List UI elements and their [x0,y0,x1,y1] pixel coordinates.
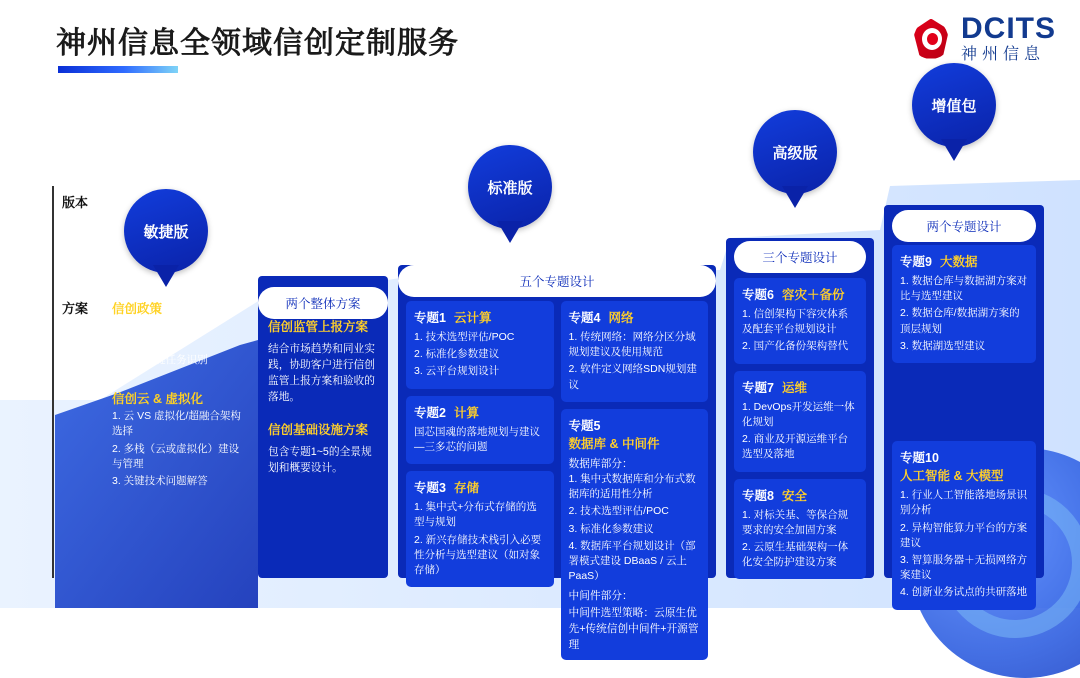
list-item: 1. 集中式+分布式存储的选型与规划 [414,501,537,529]
topic-7-no: 专题7 [742,380,774,395]
cap-two-topics: 两个专题设计 [892,210,1036,242]
axis-divider [52,186,54,578]
topic-6-items [742,307,858,355]
list-item: 3. 云平台规划设计 [414,365,500,378]
list-item: 1. 对标关基、等保合规要求的安全加固方案 [742,508,849,536]
topic-card-1[interactable] [406,301,554,389]
list-item: 1. 技术选型评估/POC [414,331,515,343]
topic-9-items [900,274,1028,354]
topic-9-no: 专题9 [900,255,932,269]
list-item: 1. DevOps开发运维一体化规划 [742,400,855,428]
pin-senior[interactable]: 高级版 [753,110,837,194]
list-item: 4. 创新业务试点的共研落地 [900,586,1028,599]
topic-4-name: 网络 [608,311,634,325]
topic-3-items [414,500,546,578]
topic-5-name: 数据库 & 中间件 [568,436,660,451]
dcits-logo-icon [909,15,953,63]
agile-section1-heading: 信创政策 [112,302,163,316]
pin-standard[interactable]: 标准版 [468,145,552,229]
list-item: 2. 新兴存储技术栈引入必要性分析与选型建议（如对象存储） [414,533,542,576]
topic-5-sub2: 中间件部分： [568,590,633,603]
list-item: 3. 智算服务器＋无损网络方案建议 [900,553,1028,582]
column-senior [726,238,874,578]
topic-8-name: 安全 [781,488,807,503]
list-item: 3. 数据湖选型建议 [900,339,986,352]
topic-1-items [414,330,546,380]
topic-card-2[interactable] [406,396,554,464]
topic-card-5[interactable] [561,409,709,660]
cap-five-topics: 五个专题设计 [398,265,716,297]
topic-10-items [900,488,1028,601]
topic-card-3[interactable] [406,471,554,587]
topic-card-7[interactable] [734,371,866,472]
list-item: 1. 传统网络：网络分区分域规划建议及使用规范 [568,331,696,359]
topic-4-items [569,330,701,393]
list-item: 2. 商业及开源运维平台选型及落地 [742,433,849,461]
list-item: 1. 数据仓库与数据湖方案对比与选型建议 [900,275,1028,303]
topic-6-name: 容灾＋备份 [781,288,845,302]
logo-text-en: DCITS [961,12,1056,45]
topic-2-items [414,425,546,455]
axis-label-version: 版本 [62,195,89,210]
topic-8-items [742,508,858,571]
pin-plus[interactable]: 增值包 [912,63,996,147]
list-item: 1. 政策解读 [112,319,166,332]
agile-section1-items [112,319,244,369]
topic-card-6[interactable] [734,278,866,364]
topic-3-no: 专题3 [414,481,446,496]
standard-plan2-text: 包含专题1~5的全景规划和概要设计。 [268,445,372,474]
list-item: 1. 云 VS 虚拟化/超融合架构选择 [112,410,241,438]
topic-6-no: 专题6 [742,288,774,302]
agile-section2-items [112,409,244,489]
topic-5-sub2-text: 中间件选型策略：云原生优先+传统信创中间件+开源管理 [568,606,699,651]
list-item: 1. 集中式数据库和分布式数据库的适用性分析 [568,472,696,501]
topic-7-items [742,400,858,463]
topic-10-no: 专题10 [900,451,939,466]
topic-7-name: 运维 [781,380,807,395]
list-item: 2. 标准化参数建议 [414,348,500,361]
list-item: 2. 国产化备份架构替代 [742,340,849,353]
topic-4-no: 专题4 [568,311,601,325]
topic-card-8[interactable] [734,479,866,580]
topic-5-items [569,472,701,585]
cap-two-overall-plans: 两个整体方案 [258,287,388,319]
standard-plan1-text: 结合市场趋势和同业实践，协助客户进行信创监管上报方案和验收的落地。 [268,342,375,403]
list-item: 2. 多栈（云或虚拟化）建设与管理 [112,442,240,470]
topic-card-4[interactable] [561,301,709,402]
topic-10-name: 人工智能 & 大模型 [900,469,1004,484]
list-item: 2. 异构智能算力平台的方案建议 [900,521,1028,549]
topic-2-name: 计算 [453,405,479,420]
column-standard-topics [398,265,716,651]
standard-plan1-heading: 信创监管上报方案 [268,320,369,334]
list-item: 1. 行业人工智能落地场景识别分析 [900,489,1028,517]
topic-8-no: 专题8 [742,488,774,503]
list-item: 2. 同业分享 [112,336,166,349]
cap-three-topics: 三个专题设计 [734,241,866,273]
column-agile-content [112,300,244,491]
list-item: 3. 关键技术问题解答 [112,475,208,488]
column-standard-plans [258,276,388,578]
topic-5-sub1: 数据库部分： [568,457,633,470]
topic-1-no: 专题1 [414,311,446,325]
list-item: 2. 云原生基础架构一体化安全防护建设方案 [742,540,849,569]
logo-text-cn: 神州信息 [961,46,1046,63]
list-item: 2. 软件定义网络SDN规划建议 [568,363,697,391]
list-item: 4. 数据库平台规划设计（部署模式建设 DBaaS / 云上PaaS） [568,539,696,583]
topic-9-name: 大数据 [939,255,978,269]
title-underline [58,66,178,73]
column-plus [884,205,1044,599]
topic-5-no: 专题5 [568,418,601,433]
list-item: 2. 数据仓库/数据湖方案的顶层规划 [900,307,1020,335]
pin-agile[interactable]: 敏捷版 [124,189,208,273]
topic-card-10[interactable] [892,441,1036,610]
axis-label-plan: 方案 [62,301,89,316]
list-item: 2. 技术选型评估/POC [568,505,669,518]
topic-3-name: 存储 [453,481,479,496]
topic-card-9[interactable] [892,245,1036,363]
standard-plan2-heading: 信创基础设施方案 [268,422,369,437]
list-item: 1. 信创架构下容灾体系及配套平台规划设计 [742,308,849,336]
topic-1-name: 云计算 [453,311,492,325]
list-item: 国芯国魂的落地规划与建议—三多芯的问题 [414,425,540,453]
agile-section2-heading: 信创云 & 虚拟化 [112,392,203,407]
page-title: 神州信息全领域信创定制服务 [56,27,459,60]
list-item: 3. 信创关键任务识别 [112,354,208,367]
company-logo [909,14,1056,63]
list-item: 3. 标准化参数建议 [568,522,654,535]
topic-2-no: 专题2 [414,405,446,420]
